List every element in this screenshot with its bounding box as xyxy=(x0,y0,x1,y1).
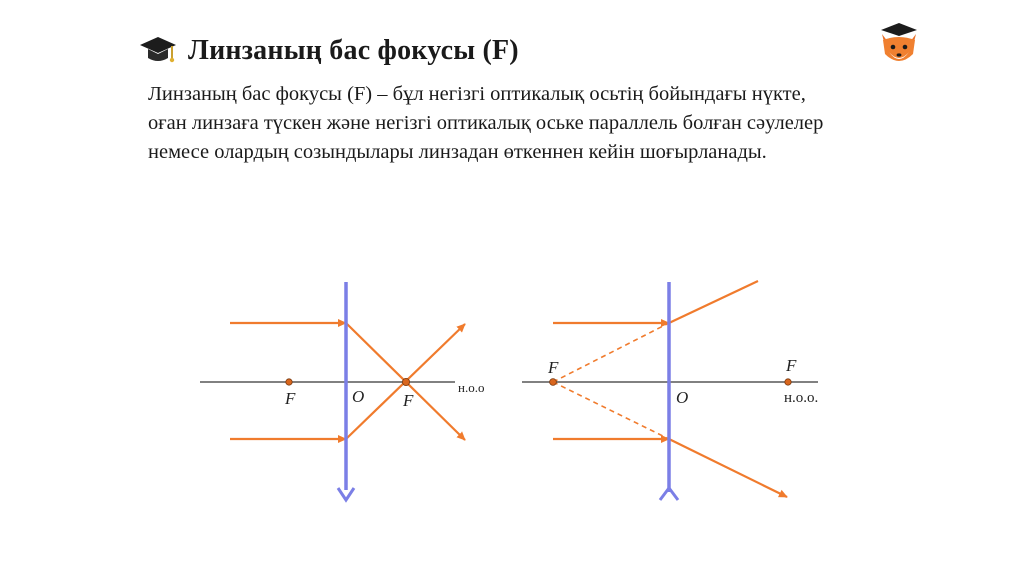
focus-label-left: F xyxy=(548,358,559,377)
definition-text: Линзаның бас фокусы (F) – бұл негізгі оптикалық осьтің бойындағы нүкте, оған линзаға түскен және негізгі оптикалық оське параллель болған сәулелер немесе олардың созындылары линзадан өткеннен кейін шоғырланады. xyxy=(148,83,824,163)
focus-point-right xyxy=(402,378,409,385)
center-label: O xyxy=(352,387,365,406)
focus-label-left: F xyxy=(285,389,296,408)
axis-label: н.о.о xyxy=(458,380,485,395)
virtual-extension-top xyxy=(553,323,669,382)
diverging-lens-diagram xyxy=(522,281,818,500)
page-title: Линзаның бас фокусы (F) xyxy=(188,35,519,66)
axis-label: н.о.о. xyxy=(784,390,819,406)
focus-label-right: F xyxy=(786,356,797,375)
focus-label-right: F xyxy=(403,391,414,410)
focus-point-right xyxy=(785,379,791,385)
converging-lens-diagram xyxy=(200,282,484,500)
refracted-ray-bottom xyxy=(669,439,787,497)
lens-arrow-bottom-inverted xyxy=(660,488,678,500)
focus-point-left xyxy=(286,379,292,385)
focus-point-left xyxy=(550,379,557,386)
virtual-extension-bottom xyxy=(553,382,669,439)
center-label: O xyxy=(676,388,689,407)
refracted-ray-top xyxy=(669,281,758,323)
